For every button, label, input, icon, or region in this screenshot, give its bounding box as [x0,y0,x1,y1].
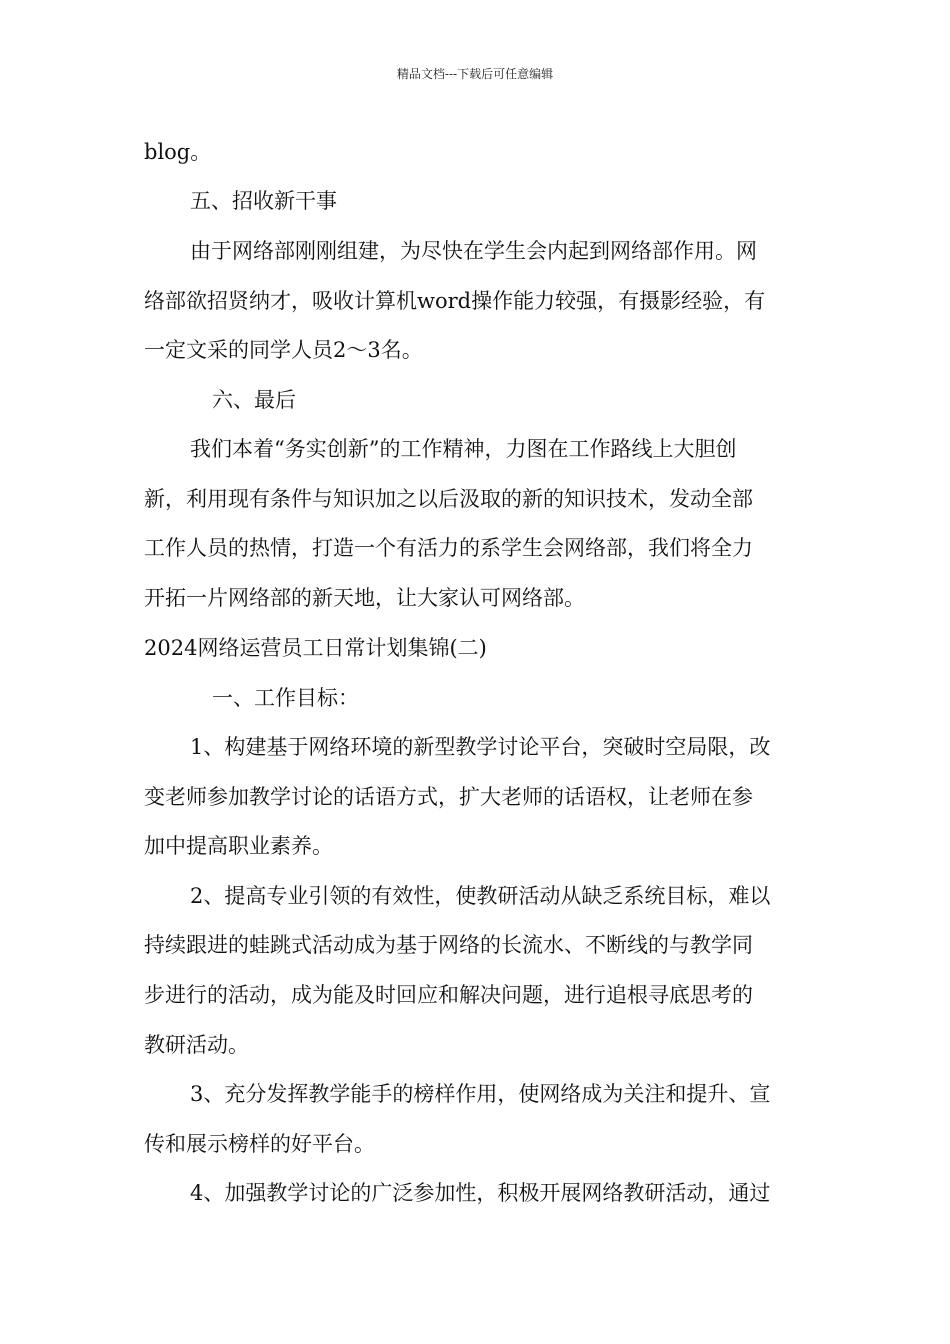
text-line: 2、提高专业引领的有效性，使教研活动从缺乏系统目标，难以 [190,884,771,908]
text-line: 传和展示榜样的好平台。 [144,1132,375,1156]
text-line: 1、构建基于网络环境的新型教学讨论平台，突破时空局限，改 [190,735,771,759]
text-line: 步进行的活动，成为能及时回应和解决问题，进行追根寻底思考的 [144,983,753,1007]
section-heading: 六、最后 [212,388,296,412]
text-line: 加中提高职业素养。 [144,834,333,858]
text-line: 4、加强教学讨论的广泛参加性，积极开展网络教研活动，通过 [190,1181,771,1205]
text-line: 教研活动。 [144,1033,249,1057]
text-line: 络部欲招贤纳才，吸收计算机word操作能力较强，有摄影经验，有 [144,289,766,313]
page-header: 精品文档---下载后可任意编辑 [396,67,554,81]
text-line: blog。 [144,140,212,164]
text-line: 持续跟进的蛙跳式活动成为基于网络的长流水、不断线的与教学同 [144,933,753,957]
text-line: 工作人员的热情，打造一个有活力的系学生会网络部，我们将全力 [144,536,753,560]
text-line: 我们本着“务实创新”的工作精神，力图在工作路线上大胆创 [190,437,737,461]
text-line: 3、充分发挥教学能手的榜样作用，使网络成为关注和提升、宣 [190,1082,771,1106]
section-heading: 一、工作目标： [212,686,359,710]
document-subtitle: 2024网络运营员工日常计划集锦(二) [144,636,487,660]
text-line: 开拓一片网络部的新天地，让大家认可网络部。 [144,586,585,610]
text-line: 变老师参加教学讨论的话语方式，扩大老师的话语权，让老师在参 [144,785,753,809]
section-heading: 五、招收新干事 [190,189,337,213]
text-line: 一定文采的同学人员2～3名。 [144,338,423,362]
text-line: 新，利用现有条件与知识加之以后汲取的新的知识技术，发动全部 [144,487,753,511]
text-line: 由于网络部刚刚组建，为尽快在学生会内起到网络部作用。网 [190,239,757,263]
